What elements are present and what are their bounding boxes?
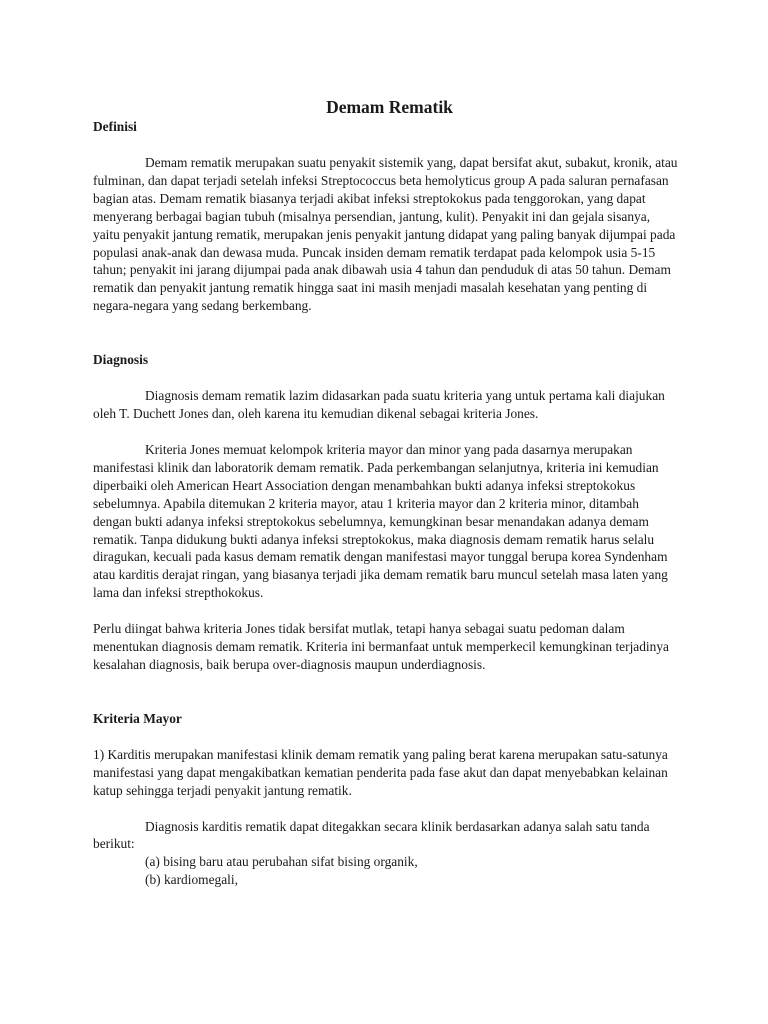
- paragraph-kriteria-mayor-2: Diagnosis karditis rematik dapat ditegakkan secara klinik berdasarkan adanya salah satu tanda berikut:: [93, 818, 650, 852]
- paragraph-diagnosis-1: Diagnosis demam rematik lazim didasarkan pada suatu kriteria yang untuk pertama kali diajukan oleh T. Duchett Jones dan, oleh karena itu kemudian dikenal sebagai kriteria Jones.: [93, 388, 665, 422]
- list-item: (b) kardiomegali,: [145, 872, 238, 888]
- document-title: Demam Rematik: [326, 97, 453, 117]
- paragraph-definisi-1: Demam rematik merupakan suatu penyakit sistemik yang, dapat bersifat akut, subakut, kronik, atau fulminan, dan dapat terjadi setelah infeksi Streptococcus beta hemolyticus group A pada saluran pernafasan bagian atas. Demam rematik biasanya terjadi akibat infeksi streptokokus pada tenggorokan, yang dapat menyerang berbagai bagian tubuh (misalnya persendian, jantung, kulit). Penyakit ini dan gejala sisanya, yaitu penyakit jantung rematik, merupakan jenis penyakit jantung didapat yang paling banyak dijumpai pada populasi anak-anak dan dewasa muda. Puncak insiden demam rematik terdapat pada kelompok usia 5-15 tahun; penyakit ini jarang dijumpai pada anak dibawah usia 4 tahun dan penduduk di atas 50 tahun. Demam rematik dan penyakit jantung rematik hingga saat ini masih menjadi masalah kesehatan yang penting di negara-negara yang sedang berkembang.: [93, 155, 678, 314]
- paragraph-diagnosis-2: Kriteria Jones memuat kelompok kriteria mayor dan minor yang pada dasarnya merupakan manifestasi klinik dan laboratorik demam rematik. Pada perkembangan selanjutnya, kriteria ini kemudian diperbaiki oleh American Heart Association dengan menambahkan bukti adanya infeksi streptokokus sebelumnya. Apabila ditemukan 2 kriteria mayor, atau 1 kriteria mayor dan 2 kriteria minor, ditambah dengan bukti adanya infeksi streptokokus sebelumnya, kemungkinan besar menandakan adanya demam rematik. Tanpa didukung bukti adanya infeksi streptokokus, maka diagnosis demam rematik harus selalu diragukan, kecuali pada kasus demam rematik dengan manifestasi mayor tunggal berupa korea Syndenham atau karditis derajat ringan, yang biasanya terjadi jika demam rematik baru muncul setelah masa laten yang lama dan infeksi strepthokokus.: [93, 441, 668, 601]
- heading-kriteria-mayor: Kriteria Mayor: [93, 710, 182, 726]
- document-content: [93, 96, 678, 889]
- list-item: (a) bising baru atau perubahan sifat bising organik,: [145, 854, 418, 870]
- paragraph-kriteria-mayor-1: 1) Karditis merupakan manifestasi klinik demam rematik yang paling berat karena merupakan satu-satunya manifestasi yang dapat mengakibatkan kematian penderita pada fase akut dan dapat menyebabkan kelainan katup sehingga terjadi penyakit jantung rematik.: [93, 746, 668, 798]
- heading-diagnosis: Diagnosis: [93, 352, 149, 368]
- paragraph-diagnosis-3: Perlu diingat bahwa kriteria Jones tidak bersifat mutlak, tetapi hanya sebagai suatu pedoman dalam menentukan diagnosis demam rematik. Kriteria ini bermanfaat untuk memperkecil kemungkinan terjadinya kesalahan diagnosis, baik berupa over-diagnosis maupun underdiagnosis.: [93, 621, 669, 672]
- heading-definisi: Definisi: [93, 119, 137, 134]
